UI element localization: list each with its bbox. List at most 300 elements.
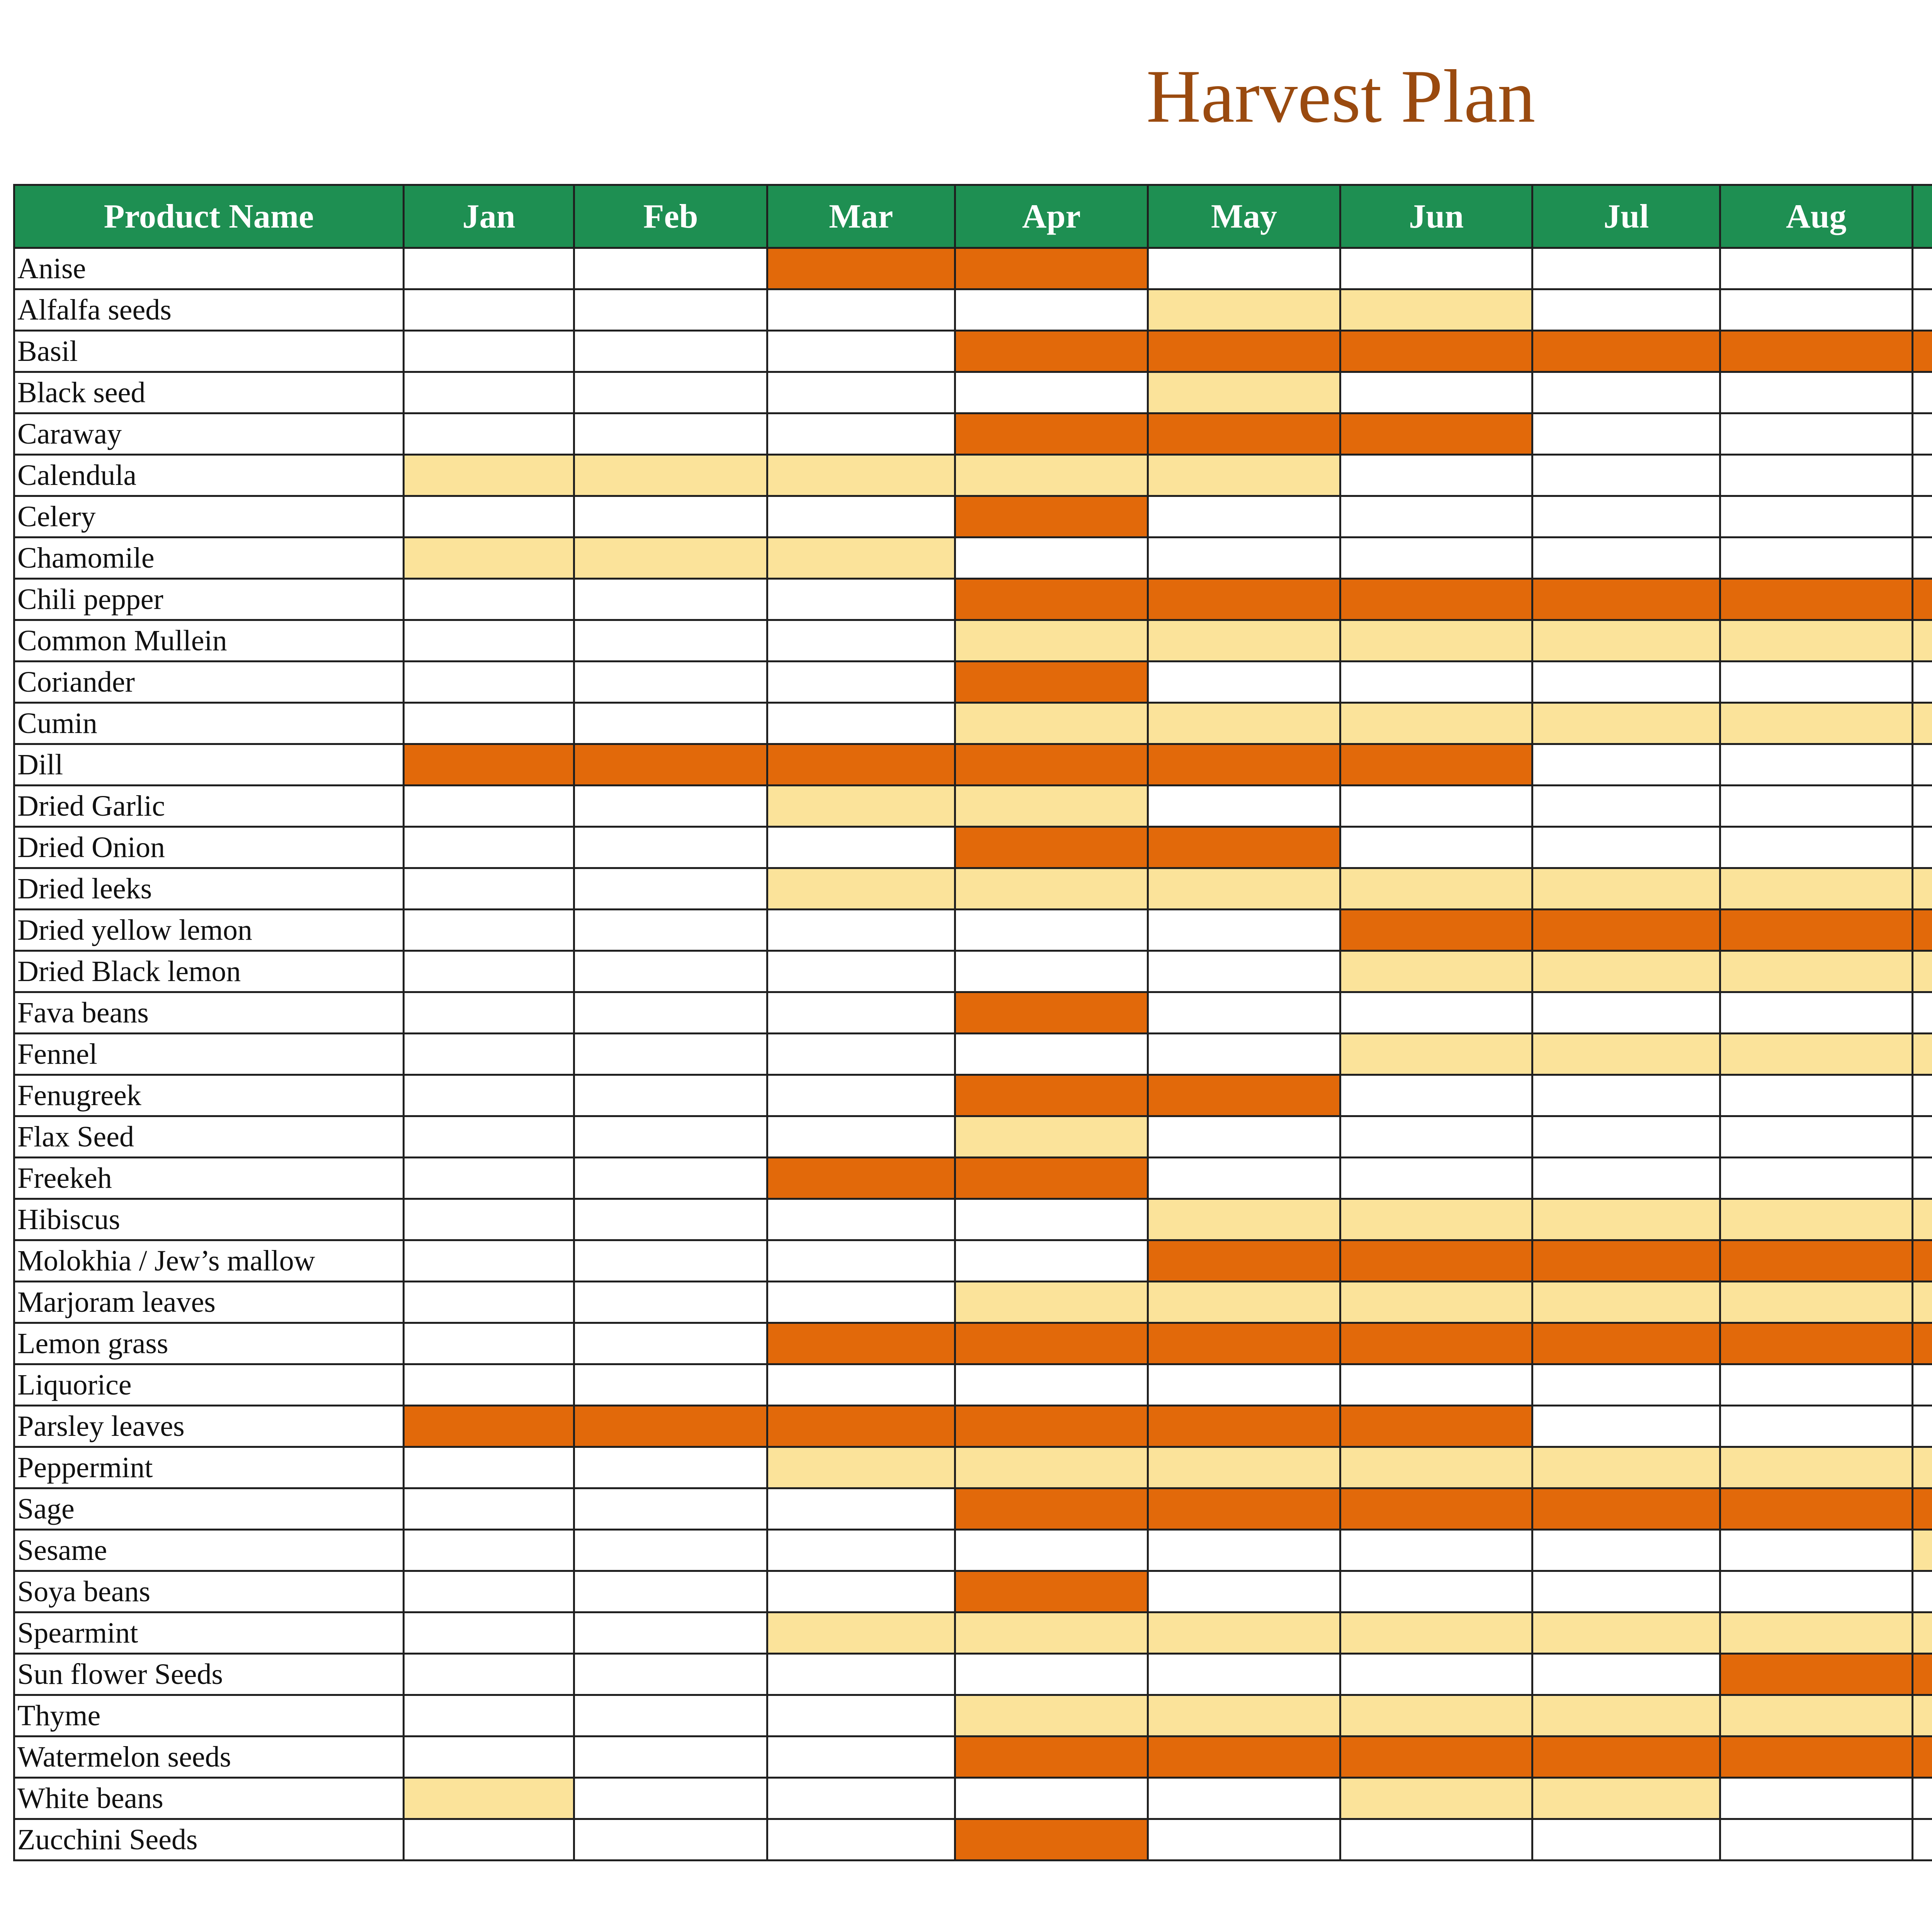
- month-cell-may[interactable]: [1148, 248, 1340, 289]
- month-cell-apr[interactable]: [955, 1364, 1148, 1406]
- month-cell-apr[interactable]: [955, 620, 1148, 662]
- month-cell-feb[interactable]: [574, 1075, 767, 1116]
- month-cell-apr[interactable]: [955, 1075, 1148, 1116]
- month-cell-jan[interactable]: [403, 1199, 574, 1240]
- month-cell-feb[interactable]: [574, 579, 767, 620]
- month-cell-feb[interactable]: [574, 1240, 767, 1282]
- month-cell-feb[interactable]: [574, 1695, 767, 1736]
- month-cell-jun[interactable]: [1340, 579, 1532, 620]
- month-cell-jul[interactable]: [1532, 662, 1720, 703]
- month-cell-feb[interactable]: [574, 1323, 767, 1364]
- month-cell-aug[interactable]: [1720, 1364, 1912, 1406]
- month-cell-jun[interactable]: [1340, 1158, 1532, 1199]
- month-cell-apr[interactable]: [955, 1695, 1148, 1736]
- month-cell-sep[interactable]: [1912, 1199, 1932, 1240]
- month-cell-jul[interactable]: [1532, 1282, 1720, 1323]
- month-cell-aug[interactable]: [1720, 1530, 1912, 1571]
- month-cell-apr[interactable]: [955, 951, 1148, 992]
- month-cell-jul[interactable]: [1532, 1199, 1720, 1240]
- month-cell-jun[interactable]: [1340, 372, 1532, 413]
- month-cell-jul[interactable]: [1532, 910, 1720, 951]
- month-cell-may[interactable]: [1148, 1530, 1340, 1571]
- month-cell-mar[interactable]: [767, 1736, 955, 1778]
- month-cell-jul[interactable]: [1532, 868, 1720, 910]
- month-cell-apr[interactable]: [955, 1240, 1148, 1282]
- month-cell-jul[interactable]: [1532, 248, 1720, 289]
- month-cell-sep[interactable]: [1912, 1075, 1932, 1116]
- month-cell-jun[interactable]: [1340, 1075, 1532, 1116]
- month-cell-mar[interactable]: [767, 1282, 955, 1323]
- month-cell-jul[interactable]: [1532, 1530, 1720, 1571]
- month-cell-jan[interactable]: [403, 1158, 574, 1199]
- product-name-cell[interactable]: Sun flower Seeds: [14, 1654, 404, 1695]
- month-cell-jun[interactable]: [1340, 1736, 1532, 1778]
- month-cell-aug[interactable]: [1720, 1158, 1912, 1199]
- column-header-may[interactable]: May: [1148, 185, 1340, 248]
- month-cell-feb[interactable]: [574, 703, 767, 744]
- month-cell-sep[interactable]: [1912, 1530, 1932, 1571]
- month-cell-aug[interactable]: [1720, 1406, 1912, 1447]
- month-cell-apr[interactable]: [955, 703, 1148, 744]
- month-cell-jun[interactable]: [1340, 868, 1532, 910]
- month-cell-may[interactable]: [1148, 786, 1340, 827]
- month-cell-may[interactable]: [1148, 1116, 1340, 1158]
- month-cell-feb[interactable]: [574, 289, 767, 331]
- month-cell-jun[interactable]: [1340, 992, 1532, 1034]
- month-cell-sep[interactable]: [1912, 1612, 1932, 1654]
- month-cell-may[interactable]: [1148, 1447, 1340, 1488]
- month-cell-may[interactable]: [1148, 744, 1340, 786]
- month-cell-may[interactable]: [1148, 1571, 1340, 1612]
- month-cell-apr[interactable]: [955, 248, 1148, 289]
- month-cell-jan[interactable]: [403, 1116, 574, 1158]
- month-cell-feb[interactable]: [574, 537, 767, 579]
- month-cell-may[interactable]: [1148, 1736, 1340, 1778]
- month-cell-may[interactable]: [1148, 1695, 1340, 1736]
- month-cell-mar[interactable]: [767, 1612, 955, 1654]
- month-cell-aug[interactable]: [1720, 703, 1912, 744]
- month-cell-jan[interactable]: [403, 579, 574, 620]
- product-name-cell[interactable]: Fennel: [14, 1034, 404, 1075]
- month-cell-aug[interactable]: [1720, 620, 1912, 662]
- month-cell-feb[interactable]: [574, 662, 767, 703]
- month-cell-sep[interactable]: [1912, 1116, 1932, 1158]
- month-cell-jun[interactable]: [1340, 1034, 1532, 1075]
- month-cell-sep[interactable]: [1912, 537, 1932, 579]
- month-cell-mar[interactable]: [767, 579, 955, 620]
- month-cell-jun[interactable]: [1340, 496, 1532, 537]
- month-cell-jan[interactable]: [403, 1406, 574, 1447]
- month-cell-may[interactable]: [1148, 1034, 1340, 1075]
- month-cell-mar[interactable]: [767, 868, 955, 910]
- month-cell-mar[interactable]: [767, 1323, 955, 1364]
- month-cell-apr[interactable]: [955, 1199, 1148, 1240]
- month-cell-apr[interactable]: [955, 1034, 1148, 1075]
- month-cell-apr[interactable]: [955, 331, 1148, 372]
- month-cell-jan[interactable]: [403, 1075, 574, 1116]
- month-cell-aug[interactable]: [1720, 537, 1912, 579]
- product-name-cell[interactable]: Fava beans: [14, 992, 404, 1034]
- month-cell-jan[interactable]: [403, 1530, 574, 1571]
- month-cell-mar[interactable]: [767, 786, 955, 827]
- column-header-product-name[interactable]: Product Name: [14, 185, 404, 248]
- month-cell-aug[interactable]: [1720, 1695, 1912, 1736]
- month-cell-jul[interactable]: [1532, 1571, 1720, 1612]
- month-cell-may[interactable]: [1148, 1406, 1340, 1447]
- month-cell-aug[interactable]: [1720, 1654, 1912, 1695]
- month-cell-may[interactable]: [1148, 372, 1340, 413]
- month-cell-may[interactable]: [1148, 910, 1340, 951]
- month-cell-may[interactable]: [1148, 1158, 1340, 1199]
- month-cell-jun[interactable]: [1340, 1530, 1532, 1571]
- month-cell-jan[interactable]: [403, 1323, 574, 1364]
- month-cell-jan[interactable]: [403, 1695, 574, 1736]
- month-cell-jan[interactable]: [403, 372, 574, 413]
- month-cell-apr[interactable]: [955, 992, 1148, 1034]
- month-cell-aug[interactable]: [1720, 372, 1912, 413]
- month-cell-jun[interactable]: [1340, 620, 1532, 662]
- month-cell-jun[interactable]: [1340, 1199, 1532, 1240]
- month-cell-feb[interactable]: [574, 1778, 767, 1819]
- month-cell-apr[interactable]: [955, 827, 1148, 868]
- month-cell-jul[interactable]: [1532, 1819, 1720, 1861]
- month-cell-may[interactable]: [1148, 1075, 1340, 1116]
- month-cell-apr[interactable]: [955, 1488, 1148, 1530]
- month-cell-aug[interactable]: [1720, 1199, 1912, 1240]
- month-cell-aug[interactable]: [1720, 1034, 1912, 1075]
- month-cell-may[interactable]: [1148, 413, 1340, 455]
- month-cell-jun[interactable]: [1340, 248, 1532, 289]
- month-cell-jan[interactable]: [403, 248, 574, 289]
- month-cell-mar[interactable]: [767, 992, 955, 1034]
- month-cell-sep[interactable]: [1912, 951, 1932, 992]
- month-cell-sep[interactable]: [1912, 248, 1932, 289]
- month-cell-jan[interactable]: [403, 992, 574, 1034]
- month-cell-jul[interactable]: [1532, 1778, 1720, 1819]
- month-cell-jul[interactable]: [1532, 1034, 1720, 1075]
- month-cell-sep[interactable]: [1912, 1654, 1932, 1695]
- product-name-cell[interactable]: Dill: [14, 744, 404, 786]
- month-cell-apr[interactable]: [955, 1447, 1148, 1488]
- month-cell-jul[interactable]: [1532, 331, 1720, 372]
- month-cell-jan[interactable]: [403, 1736, 574, 1778]
- month-cell-jan[interactable]: [403, 1819, 574, 1861]
- month-cell-may[interactable]: [1148, 1654, 1340, 1695]
- month-cell-sep[interactable]: [1912, 1488, 1932, 1530]
- month-cell-sep[interactable]: [1912, 992, 1932, 1034]
- month-cell-jun[interactable]: [1340, 1612, 1532, 1654]
- month-cell-jun[interactable]: [1340, 951, 1532, 992]
- month-cell-may[interactable]: [1148, 1199, 1340, 1240]
- month-cell-jul[interactable]: [1532, 413, 1720, 455]
- month-cell-sep[interactable]: [1912, 1158, 1932, 1199]
- product-name-cell[interactable]: Dried Black lemon: [14, 951, 404, 992]
- product-name-cell[interactable]: Freekeh: [14, 1158, 404, 1199]
- month-cell-jul[interactable]: [1532, 744, 1720, 786]
- month-cell-aug[interactable]: [1720, 248, 1912, 289]
- column-header-apr[interactable]: Apr: [955, 185, 1148, 248]
- month-cell-aug[interactable]: [1720, 786, 1912, 827]
- product-name-cell[interactable]: Black seed: [14, 372, 404, 413]
- month-cell-sep[interactable]: [1912, 1819, 1932, 1861]
- month-cell-jul[interactable]: [1532, 703, 1720, 744]
- month-cell-jul[interactable]: [1532, 1654, 1720, 1695]
- product-name-cell[interactable]: Caraway: [14, 413, 404, 455]
- month-cell-sep[interactable]: [1912, 744, 1932, 786]
- month-cell-jul[interactable]: [1532, 1612, 1720, 1654]
- month-cell-apr[interactable]: [955, 1323, 1148, 1364]
- month-cell-aug[interactable]: [1720, 496, 1912, 537]
- month-cell-may[interactable]: [1148, 1819, 1340, 1861]
- month-cell-may[interactable]: [1148, 951, 1340, 992]
- month-cell-sep[interactable]: [1912, 455, 1932, 496]
- product-name-cell[interactable]: Zucchini Seeds: [14, 1819, 404, 1861]
- month-cell-aug[interactable]: [1720, 331, 1912, 372]
- month-cell-feb[interactable]: [574, 786, 767, 827]
- month-cell-may[interactable]: [1148, 579, 1340, 620]
- month-cell-may[interactable]: [1148, 827, 1340, 868]
- month-cell-mar[interactable]: [767, 331, 955, 372]
- month-cell-may[interactable]: [1148, 331, 1340, 372]
- month-cell-jun[interactable]: [1340, 1364, 1532, 1406]
- month-cell-may[interactable]: [1148, 289, 1340, 331]
- month-cell-jun[interactable]: [1340, 703, 1532, 744]
- month-cell-jan[interactable]: [403, 413, 574, 455]
- month-cell-mar[interactable]: [767, 1488, 955, 1530]
- product-name-cell[interactable]: Parsley leaves: [14, 1406, 404, 1447]
- month-cell-jul[interactable]: [1532, 289, 1720, 331]
- month-cell-feb[interactable]: [574, 1654, 767, 1695]
- month-cell-aug[interactable]: [1720, 744, 1912, 786]
- month-cell-jul[interactable]: [1532, 1406, 1720, 1447]
- month-cell-feb[interactable]: [574, 827, 767, 868]
- month-cell-aug[interactable]: [1720, 289, 1912, 331]
- product-name-cell[interactable]: Sesame: [14, 1530, 404, 1571]
- product-name-cell[interactable]: Thyme: [14, 1695, 404, 1736]
- month-cell-sep[interactable]: [1912, 331, 1932, 372]
- month-cell-apr[interactable]: [955, 289, 1148, 331]
- month-cell-jan[interactable]: [403, 455, 574, 496]
- month-cell-mar[interactable]: [767, 1778, 955, 1819]
- month-cell-jun[interactable]: [1340, 1240, 1532, 1282]
- product-name-cell[interactable]: Sage: [14, 1488, 404, 1530]
- month-cell-sep[interactable]: [1912, 1282, 1932, 1323]
- month-cell-sep[interactable]: [1912, 1034, 1932, 1075]
- month-cell-sep[interactable]: [1912, 579, 1932, 620]
- product-name-cell[interactable]: Lemon grass: [14, 1323, 404, 1364]
- month-cell-mar[interactable]: [767, 1364, 955, 1406]
- month-cell-mar[interactable]: [767, 1240, 955, 1282]
- month-cell-aug[interactable]: [1720, 1282, 1912, 1323]
- month-cell-jan[interactable]: [403, 620, 574, 662]
- month-cell-sep[interactable]: [1912, 1447, 1932, 1488]
- month-cell-aug[interactable]: [1720, 662, 1912, 703]
- month-cell-feb[interactable]: [574, 1199, 767, 1240]
- month-cell-feb[interactable]: [574, 1530, 767, 1571]
- column-header-jan[interactable]: Jan: [403, 185, 574, 248]
- month-cell-apr[interactable]: [955, 868, 1148, 910]
- month-cell-feb[interactable]: [574, 1282, 767, 1323]
- month-cell-jul[interactable]: [1532, 1075, 1720, 1116]
- month-cell-jun[interactable]: [1340, 744, 1532, 786]
- month-cell-mar[interactable]: [767, 537, 955, 579]
- month-cell-mar[interactable]: [767, 951, 955, 992]
- month-cell-aug[interactable]: [1720, 951, 1912, 992]
- month-cell-mar[interactable]: [767, 1530, 955, 1571]
- month-cell-mar[interactable]: [767, 1571, 955, 1612]
- month-cell-jan[interactable]: [403, 1488, 574, 1530]
- column-header-feb[interactable]: Feb: [574, 185, 767, 248]
- month-cell-may[interactable]: [1148, 496, 1340, 537]
- month-cell-jun[interactable]: [1340, 1488, 1532, 1530]
- month-cell-apr[interactable]: [955, 1654, 1148, 1695]
- month-cell-jul[interactable]: [1532, 1323, 1720, 1364]
- month-cell-apr[interactable]: [955, 744, 1148, 786]
- month-cell-apr[interactable]: [955, 372, 1148, 413]
- month-cell-sep[interactable]: [1912, 868, 1932, 910]
- month-cell-jan[interactable]: [403, 744, 574, 786]
- month-cell-may[interactable]: [1148, 455, 1340, 496]
- month-cell-feb[interactable]: [574, 868, 767, 910]
- month-cell-jan[interactable]: [403, 1778, 574, 1819]
- month-cell-jun[interactable]: [1340, 289, 1532, 331]
- month-cell-aug[interactable]: [1720, 1447, 1912, 1488]
- month-cell-apr[interactable]: [955, 1282, 1148, 1323]
- column-header-mar[interactable]: Mar: [767, 185, 955, 248]
- product-name-cell[interactable]: Dried yellow lemon: [14, 910, 404, 951]
- product-name-cell[interactable]: Alfalfa seeds: [14, 289, 404, 331]
- month-cell-mar[interactable]: [767, 413, 955, 455]
- product-name-cell[interactable]: Dried Onion: [14, 827, 404, 868]
- month-cell-may[interactable]: [1148, 620, 1340, 662]
- month-cell-sep[interactable]: [1912, 786, 1932, 827]
- month-cell-apr[interactable]: [955, 413, 1148, 455]
- month-cell-apr[interactable]: [955, 1612, 1148, 1654]
- month-cell-aug[interactable]: [1720, 1075, 1912, 1116]
- product-name-cell[interactable]: Common Mullein: [14, 620, 404, 662]
- month-cell-mar[interactable]: [767, 910, 955, 951]
- month-cell-jun[interactable]: [1340, 1323, 1532, 1364]
- product-name-cell[interactable]: Hibiscus: [14, 1199, 404, 1240]
- month-cell-mar[interactable]: [767, 1654, 955, 1695]
- month-cell-jul[interactable]: [1532, 992, 1720, 1034]
- month-cell-jun[interactable]: [1340, 1819, 1532, 1861]
- month-cell-aug[interactable]: [1720, 1116, 1912, 1158]
- month-cell-jul[interactable]: [1532, 620, 1720, 662]
- month-cell-mar[interactable]: [767, 455, 955, 496]
- month-cell-jan[interactable]: [403, 951, 574, 992]
- product-name-cell[interactable]: Flax Seed: [14, 1116, 404, 1158]
- month-cell-feb[interactable]: [574, 910, 767, 951]
- month-cell-jan[interactable]: [403, 1364, 574, 1406]
- product-name-cell[interactable]: Calendula: [14, 455, 404, 496]
- month-cell-feb[interactable]: [574, 1116, 767, 1158]
- month-cell-sep[interactable]: [1912, 910, 1932, 951]
- month-cell-feb[interactable]: [574, 992, 767, 1034]
- month-cell-feb[interactable]: [574, 1736, 767, 1778]
- month-cell-mar[interactable]: [767, 703, 955, 744]
- product-name-cell[interactable]: Peppermint: [14, 1447, 404, 1488]
- month-cell-jun[interactable]: [1340, 827, 1532, 868]
- month-cell-feb[interactable]: [574, 1034, 767, 1075]
- month-cell-may[interactable]: [1148, 537, 1340, 579]
- month-cell-apr[interactable]: [955, 1116, 1148, 1158]
- month-cell-may[interactable]: [1148, 662, 1340, 703]
- month-cell-jun[interactable]: [1340, 786, 1532, 827]
- month-cell-feb[interactable]: [574, 413, 767, 455]
- month-cell-aug[interactable]: [1720, 455, 1912, 496]
- month-cell-mar[interactable]: [767, 1447, 955, 1488]
- month-cell-jun[interactable]: [1340, 662, 1532, 703]
- month-cell-jan[interactable]: [403, 537, 574, 579]
- month-cell-sep[interactable]: [1912, 1571, 1932, 1612]
- month-cell-feb[interactable]: [574, 1447, 767, 1488]
- product-name-cell[interactable]: Dried Garlic: [14, 786, 404, 827]
- month-cell-sep[interactable]: [1912, 662, 1932, 703]
- month-cell-sep[interactable]: [1912, 1736, 1932, 1778]
- month-cell-aug[interactable]: [1720, 1819, 1912, 1861]
- month-cell-jul[interactable]: [1532, 579, 1720, 620]
- month-cell-sep[interactable]: [1912, 1323, 1932, 1364]
- month-cell-jul[interactable]: [1532, 827, 1720, 868]
- month-cell-sep[interactable]: [1912, 372, 1932, 413]
- product-name-cell[interactable]: Molokhia / Jew’s mallow: [14, 1240, 404, 1282]
- product-name-cell[interactable]: Celery: [14, 496, 404, 537]
- month-cell-aug[interactable]: [1720, 1778, 1912, 1819]
- month-cell-sep[interactable]: [1912, 1406, 1932, 1447]
- product-name-cell[interactable]: Cumin: [14, 703, 404, 744]
- month-cell-jul[interactable]: [1532, 455, 1720, 496]
- month-cell-feb[interactable]: [574, 496, 767, 537]
- month-cell-mar[interactable]: [767, 1116, 955, 1158]
- month-cell-mar[interactable]: [767, 248, 955, 289]
- product-name-cell[interactable]: Spearmint: [14, 1612, 404, 1654]
- month-cell-jul[interactable]: [1532, 1158, 1720, 1199]
- month-cell-aug[interactable]: [1720, 827, 1912, 868]
- month-cell-may[interactable]: [1148, 1323, 1340, 1364]
- month-cell-may[interactable]: [1148, 1282, 1340, 1323]
- month-cell-jul[interactable]: [1532, 1240, 1720, 1282]
- month-cell-mar[interactable]: [767, 1406, 955, 1447]
- month-cell-apr[interactable]: [955, 455, 1148, 496]
- month-cell-may[interactable]: [1148, 1364, 1340, 1406]
- month-cell-mar[interactable]: [767, 620, 955, 662]
- month-cell-mar[interactable]: [767, 744, 955, 786]
- month-cell-feb[interactable]: [574, 951, 767, 992]
- month-cell-apr[interactable]: [955, 537, 1148, 579]
- month-cell-jun[interactable]: [1340, 1695, 1532, 1736]
- product-name-cell[interactable]: Coriander: [14, 662, 404, 703]
- column-header-jun[interactable]: Jun: [1340, 185, 1532, 248]
- month-cell-apr[interactable]: [955, 786, 1148, 827]
- month-cell-mar[interactable]: [767, 1695, 955, 1736]
- month-cell-sep[interactable]: [1912, 289, 1932, 331]
- month-cell-mar[interactable]: [767, 1075, 955, 1116]
- column-header-sep[interactable]: [1912, 185, 1932, 248]
- month-cell-feb[interactable]: [574, 372, 767, 413]
- month-cell-apr[interactable]: [955, 579, 1148, 620]
- product-name-cell[interactable]: Watermelon seeds: [14, 1736, 404, 1778]
- product-name-cell[interactable]: White beans: [14, 1778, 404, 1819]
- product-name-cell[interactable]: Fenugreek: [14, 1075, 404, 1116]
- month-cell-jul[interactable]: [1532, 537, 1720, 579]
- month-cell-sep[interactable]: [1912, 413, 1932, 455]
- month-cell-jul[interactable]: [1532, 1116, 1720, 1158]
- month-cell-may[interactable]: [1148, 1240, 1340, 1282]
- month-cell-sep[interactable]: [1912, 1695, 1932, 1736]
- month-cell-aug[interactable]: [1720, 1240, 1912, 1282]
- month-cell-feb[interactable]: [574, 620, 767, 662]
